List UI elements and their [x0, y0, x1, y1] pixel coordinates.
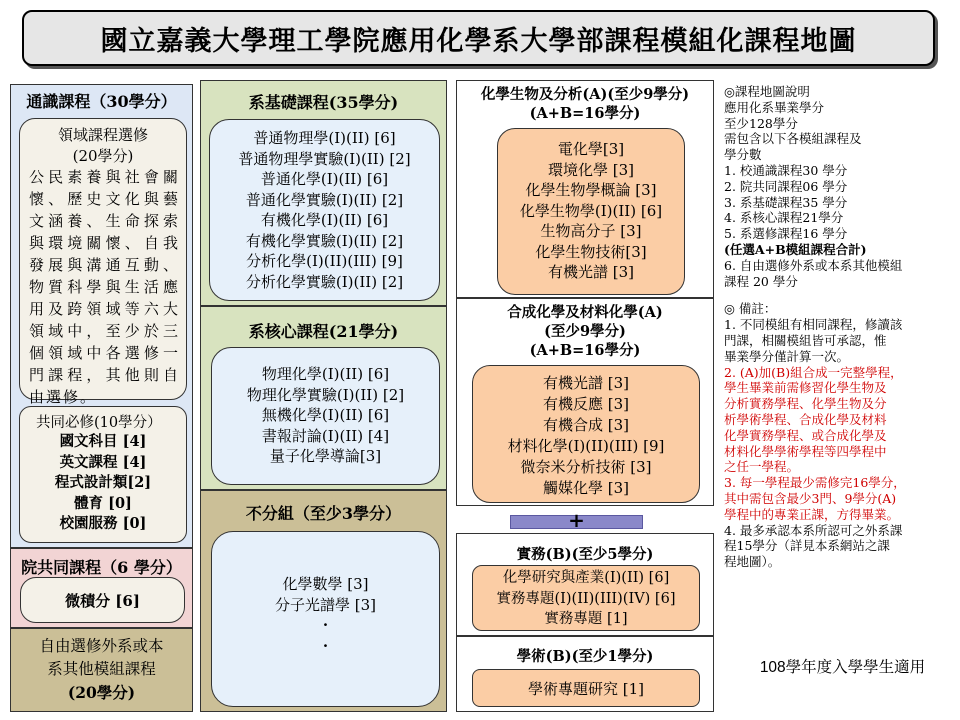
basic-courses-panel: [200, 80, 447, 306]
chem-bio-analysis-panel: [456, 80, 714, 298]
synthesis-materials-panel: [456, 298, 714, 506]
core-courses-box: [211, 347, 440, 485]
core-course-item: 物理化學實驗(I)(II) [2]: [246, 385, 405, 404]
chem-bio-course-item: 化學生物技術[3]: [535, 242, 647, 261]
remark-line: 化學實務學程、或合成化學及: [724, 427, 887, 443]
free-elective-panel: [10, 628, 193, 712]
notes-item: (任選A+B模組課程合計): [724, 241, 867, 257]
notes-item: 3. 系基礎課程35 學分: [724, 194, 848, 210]
practice-panel: [456, 533, 714, 636]
applicable-year-footer: 108學年度入學學生適用: [759, 659, 926, 676]
required-courses-box: [19, 406, 187, 543]
remark-line: 程15學分（詳見本系網站之課: [724, 538, 890, 554]
basic-course-item: 普通物理學(I)(II) [6]: [253, 129, 396, 147]
academic-course-item: 學術專題研究 [1]: [527, 679, 645, 698]
required-course-item: 英文課程 [4]: [59, 453, 147, 471]
chem-bio-course-item: 有機光譜 [3]: [547, 263, 635, 281]
ungrouped-course-item: 分子光譜學 [3]: [274, 595, 377, 614]
remark-line: 2. (A)加(B)組合成一完整學程，: [724, 364, 903, 380]
synthesis-materials-header: 合成化學及材料化學(A): [507, 304, 663, 321]
basic-courses-box: [209, 119, 440, 301]
notes-item: 4. 系核心課程21學分: [724, 210, 844, 226]
notes-item: 5. 系選修課程16 學分: [724, 226, 848, 242]
required-course-item: 校園服務 [0]: [59, 515, 147, 532]
domain-courses-box: [19, 118, 187, 406]
remark-line: 1. 不同模組有相同課程，修讀該: [724, 317, 903, 333]
domain-courses-credits: (20學分): [72, 146, 134, 165]
domain-courses-description: 公民素養與社會關懷、歷史文化與藝文涵養、生命探索與環境關懷、自我發展與溝通互動、物質科學與生活應用及跨領域等六大領域中，至少於三個領域中各選修一門課程，其他則自由選修。: [29, 168, 180, 406]
chem-bio-course-item: 化學生物學概論 [3]: [525, 181, 657, 199]
page-title: 國立嘉義大學理工學院應用化學系大學部課程模組化課程地圖: [22, 10, 935, 66]
synthesis-materials-box: [472, 365, 700, 503]
chem-bio-course-item: 環境化學 [3]: [547, 160, 635, 179]
notes-item: 6. 自由選修外系或本系其他模組: [724, 257, 903, 273]
notes-intro-line: 學分數: [724, 147, 762, 163]
remark-line: 學程中的專業正課，方得畢業。: [724, 506, 900, 522]
plus-connector: [510, 508, 643, 532]
remark-line: 分析實務學程、化學生物及分: [724, 396, 887, 412]
remark-line: 之任一學程。: [724, 459, 800, 475]
synthesis-course-item: 有機光譜 [3]: [542, 374, 630, 392]
practice-header: 實務(B)(至少5學分): [516, 546, 654, 563]
notes-intro-line: 需包含以下各模組課程及: [724, 131, 862, 147]
synthesis-course-item: 有機合成 [3]: [542, 416, 630, 434]
synthesis-course-item: 觸媒化學 [3]: [542, 479, 630, 497]
basic-course-item: 有機化學(I)(II) [6]: [260, 211, 389, 229]
notes-item: 2. 院共同課程06 學分: [724, 178, 848, 194]
college-common-header: 院共同課程（6 學分）: [21, 558, 182, 577]
ungrouped-courses-panel: [200, 490, 447, 712]
college-common-course: 微積分 [6]: [65, 591, 140, 610]
academic-header: 學術(B)(至少1學分): [516, 648, 654, 665]
academic-box: [472, 669, 700, 707]
chem-bio-course-item: 電化學[3]: [557, 140, 625, 158]
general-education-header: 通識課程（30學分）: [26, 92, 177, 111]
synthesis-materials-credits: (A+B=16學分): [529, 342, 641, 359]
chem-bio-analysis-box: [497, 128, 685, 295]
ungrouped-courses-box: [211, 531, 440, 707]
basic-course-item: 有機化學實驗(I)(II) [2]: [245, 231, 404, 250]
notes-intro-line: 應用化系畢業學分: [724, 99, 825, 115]
basic-course-item: 普通物理學實驗(I)(II) [2]: [238, 149, 411, 168]
ungrouped-course-item: ·: [322, 616, 329, 634]
course-map-notes: [724, 84, 956, 570]
practice-course-item: 化學研究與產業(I)(II) [6]: [502, 570, 670, 586]
core-course-item: 書報討論(I)(II) [4]: [261, 426, 390, 445]
practice-course-item: 實務專題 [1]: [544, 611, 628, 627]
synthesis-materials-min: (至少9學分): [544, 323, 626, 340]
remark-line: 析學術學程、合成化學及材料: [724, 411, 887, 427]
free-elective-line: 自由選修外系或本: [39, 637, 164, 655]
basic-course-item: 普通化學實驗(I)(II) [2]: [245, 190, 404, 209]
ungrouped-courses-header: 不分組（至少3學分）: [245, 504, 402, 523]
basic-course-item: 分析化學實驗(I)(II) [2]: [245, 272, 404, 291]
general-education-panel: [10, 84, 193, 548]
free-elective-line: 系其他模組課程: [47, 660, 156, 678]
practice-course-item: 實務專題(I)(II)(III)(IV) [6]: [496, 590, 676, 607]
synthesis-course-item: 材料化學(I)(II)(III) [9]: [507, 437, 665, 455]
core-course-item: 物理化學(I)(II) [6]: [261, 365, 390, 383]
chem-bio-analysis-header: 化學生物及分析(A)(至少9學分): [480, 86, 690, 103]
chem-bio-course-item: 生物高分子 [3]: [540, 222, 642, 240]
basic-courses-header: 系基礎課程(35學分): [248, 93, 399, 112]
required-course-item: 體育 [0]: [74, 494, 132, 512]
chem-bio-course-item: 化學生物學(I)(II) [6]: [519, 201, 663, 220]
remark-line: 程地圖）。: [724, 554, 781, 570]
plus-sign: +: [568, 508, 585, 532]
required-course-item: 國文科目 [4]: [59, 433, 147, 450]
notes-item: 課程 20 學分: [724, 273, 798, 289]
notes-intro-line: ◎課程地圖說明: [724, 84, 810, 99]
remark-line: 門課，相關模組皆可承認，惟: [724, 332, 887, 348]
notes-item: 1. 校通識課程30 學分: [724, 162, 848, 178]
remark-line: 3. 每一學程最少需修完16學分，: [724, 475, 906, 491]
core-courses-panel: [200, 306, 447, 490]
academic-panel: [456, 636, 714, 712]
notes-intro-line: 至少128學分: [724, 115, 798, 131]
college-common-box: [20, 577, 185, 623]
remark-line: 畢業學分僅計算一次。: [724, 348, 850, 364]
synthesis-course-item: 微奈米分析技術 [3]: [520, 458, 652, 476]
basic-course-item: 普通化學(I)(II) [6]: [260, 170, 389, 188]
remarks-title: ◎ 備註：: [724, 301, 777, 317]
practice-box: [472, 565, 700, 631]
college-common-panel: [10, 548, 193, 628]
core-course-item: 無機化學(I)(II) [6]: [261, 406, 390, 424]
synthesis-course-item: 有機反應 [3]: [542, 395, 630, 413]
free-elective-line: (20學分): [67, 683, 136, 702]
remark-line: 材料化學學術學程等四學程中: [724, 443, 887, 459]
chem-bio-analysis-credits: (A+B=16學分): [529, 105, 641, 122]
remark-line: 學生畢業前需修習化學生物及: [724, 380, 887, 396]
core-courses-header: 系核心課程(21學分): [248, 322, 399, 341]
required-courses-title: 共同必修(10學分）: [36, 415, 162, 431]
domain-courses-title: 領域課程選修: [57, 126, 148, 144]
ungrouped-course-item: 化學數學 [3]: [282, 575, 369, 593]
remark-line: 其中需包含最少3門、9學分(A): [724, 490, 897, 506]
ungrouped-course-item: ·: [322, 636, 329, 655]
remark-line: 4. 最多承認本系所認可之外系課: [724, 522, 903, 538]
basic-course-item: 分析化學(I)(II)(III) [9]: [246, 252, 403, 270]
core-course-item: 量子化學導論[3]: [269, 447, 382, 465]
required-course-item: 程式設計類[2]: [54, 474, 152, 491]
